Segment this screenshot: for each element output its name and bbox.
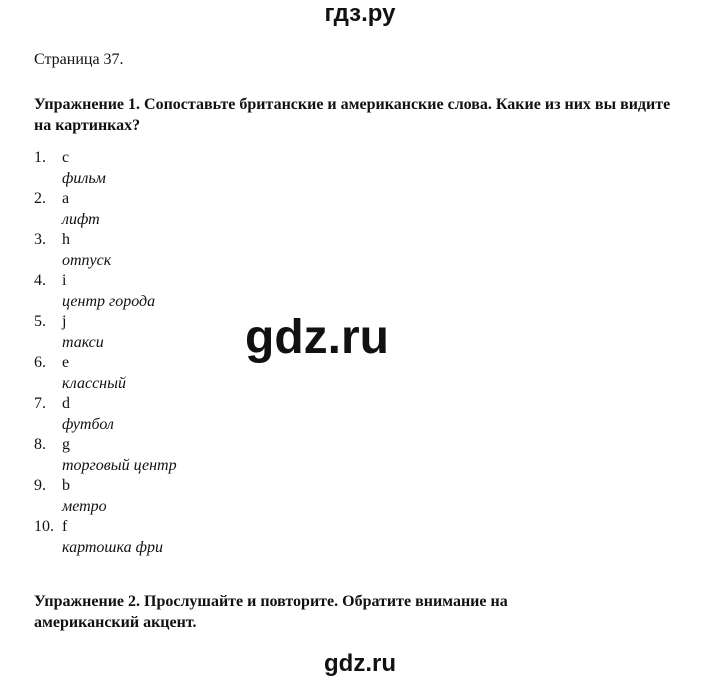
answer-translation: классный [62, 374, 126, 392]
answer-item [34, 230, 674, 271]
site-header-logo[interactable]: гдз.ру [324, 0, 396, 27]
answer-item [34, 517, 674, 558]
answer-number: 2. [34, 190, 46, 207]
answer-letter: i [62, 272, 67, 289]
answer-number: 5. [34, 313, 46, 330]
answer-letter: j [62, 313, 67, 330]
answer-translation: картошка фри [62, 538, 163, 556]
watermark-bottom: gdz.ru [324, 650, 396, 677]
document-content [34, 50, 674, 631]
watermark-center: gdz.ru [245, 311, 389, 364]
answer-translation: метро [62, 497, 107, 515]
answer-translation: футбол [62, 415, 114, 433]
answer-translation: такси [62, 333, 104, 351]
answer-number: 1. [34, 149, 46, 166]
answer-letter: e [62, 354, 70, 371]
answer-number: 10. [34, 518, 54, 535]
answer-number: 8. [34, 436, 46, 453]
answer-letter: h [62, 231, 70, 248]
answer-number: 3. [34, 231, 46, 248]
answer-letter: g [62, 436, 70, 453]
answer-item [34, 189, 674, 230]
answer-letter: c [62, 149, 70, 166]
exercise-1-heading: Упражнение 1. Сопоставьте британские и американские слова. Какие из них вы видите на картинках? [34, 96, 671, 134]
answer-number: 4. [34, 272, 46, 289]
answer-item [34, 271, 674, 312]
answer-item [34, 476, 674, 517]
answer-item [34, 394, 674, 435]
answer-item [34, 435, 674, 476]
answer-translation: торговый центр [62, 456, 177, 474]
answer-translation: фильм [62, 169, 106, 187]
answer-item [34, 148, 674, 189]
answer-translation: центр города [62, 292, 156, 310]
answer-letter: b [62, 477, 70, 494]
answer-letter: d [62, 395, 70, 412]
answer-number: 6. [34, 354, 46, 371]
answer-number: 7. [34, 395, 46, 412]
exercise-2-heading: Упражнение 2. Прослушайте и повторите. Обратите внимание на американский акцент. [34, 593, 508, 631]
answer-translation: лифт [62, 210, 100, 228]
answer-translation: отпуск [62, 251, 112, 269]
answer-number: 9. [34, 477, 46, 494]
page-label: Страница 37. [34, 51, 124, 68]
answer-letter: a [62, 190, 70, 207]
answer-letter: f [62, 518, 68, 535]
